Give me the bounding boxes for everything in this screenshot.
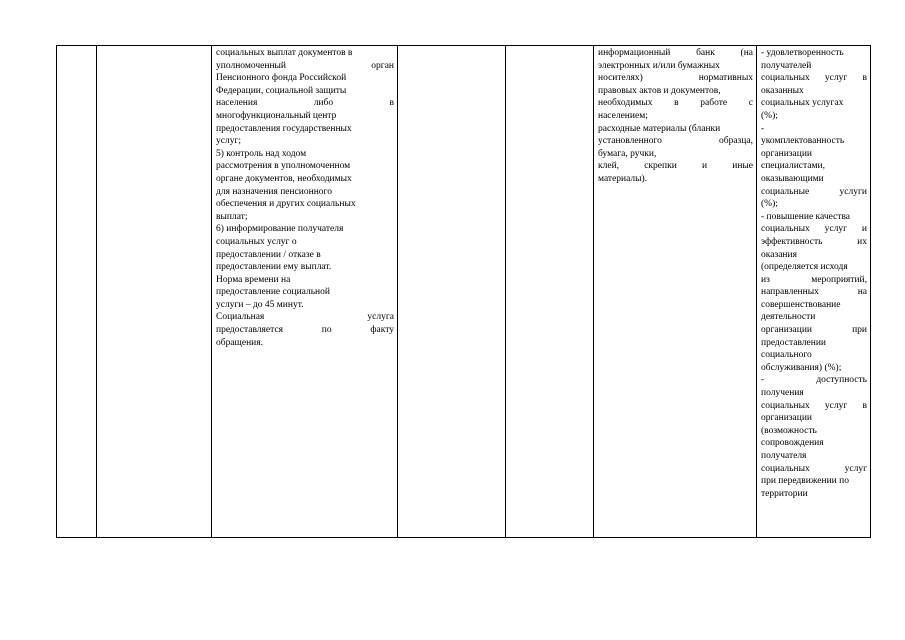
cell-service-description xyxy=(212,46,398,538)
text-line: совершенствование xyxy=(761,299,841,310)
text-line: оказания xyxy=(761,249,797,260)
text-line: правовых актов и документов, xyxy=(598,85,721,96)
text-line: социальных услуг в xyxy=(761,73,867,84)
text-line: Пенсионного фонда Российской xyxy=(216,73,347,84)
text-line: Социальная услуга xyxy=(216,312,394,323)
text-line: многофункциональный центр xyxy=(216,110,337,121)
text-line: социального xyxy=(761,350,812,361)
text-line: обращения. xyxy=(216,337,263,348)
cell-service-name xyxy=(97,46,212,538)
text-line: населением; xyxy=(598,110,648,121)
service-description-text xyxy=(216,47,394,349)
text-line: оказывающими xyxy=(761,173,824,184)
text-line: организации xyxy=(761,413,813,424)
text-line: населения либо в xyxy=(216,98,394,109)
text-line: рассмотрения в уполномоченном xyxy=(216,161,351,172)
text-line: предоставление социальной xyxy=(216,287,330,298)
text-line: социальных услуг о xyxy=(216,236,297,247)
text-line: при передвижении по xyxy=(761,476,849,487)
text-line: электронных и/или бумажных xyxy=(598,60,720,71)
text-line: - повышение качества xyxy=(761,211,851,222)
text-line: носителях) нормативных xyxy=(598,73,753,84)
text-line: - доступность xyxy=(761,375,867,386)
text-line: расходные материалы (бланки xyxy=(598,123,721,134)
cell-number xyxy=(57,46,97,538)
quality-indicators-text xyxy=(761,47,867,500)
text-line: организации при xyxy=(761,325,867,336)
text-line: получателя xyxy=(761,451,807,461)
text-line: предоставления государственных xyxy=(216,123,352,134)
text-line: (определяется исходя xyxy=(761,262,848,273)
text-line: Федерации, социальной защиты xyxy=(216,85,347,96)
text-line: - xyxy=(761,123,765,134)
text-line: выплат; xyxy=(216,211,248,222)
text-line: оказанных xyxy=(761,85,804,96)
text-line: деятельности xyxy=(761,312,816,323)
cell-period xyxy=(506,46,594,538)
text-line: 5) контроль над ходом xyxy=(216,148,307,159)
text-line: социальных услуг в xyxy=(761,400,867,411)
text-line: эффективность их xyxy=(761,236,867,247)
services-table xyxy=(56,45,871,538)
text-line: укомплектованность xyxy=(761,136,845,147)
text-line: предоставляется по факту xyxy=(216,325,394,336)
text-line: получателей xyxy=(761,60,812,71)
text-line: социальных услуг и xyxy=(761,224,867,235)
text-line: уполномоченный орган xyxy=(216,60,394,71)
text-line: (%); xyxy=(761,110,778,121)
text-line: сопровождения xyxy=(761,438,824,449)
text-line: социальные услуги xyxy=(761,186,867,197)
text-line: социальных услугах xyxy=(761,98,844,109)
text-line: обеспечения и других социальных xyxy=(216,199,356,210)
cell-tariff xyxy=(398,46,506,538)
text-line: Норма времени на xyxy=(216,274,291,285)
text-line: предоставлении / отказе в xyxy=(216,249,321,260)
text-line: - удовлетворенность xyxy=(761,48,844,58)
text-line: территории xyxy=(761,488,808,499)
text-line: (%); xyxy=(761,199,778,210)
text-line: установленного образца, xyxy=(598,136,753,147)
text-line: услуг; xyxy=(216,136,241,147)
text-line: социальных услуг xyxy=(761,463,867,474)
text-line: социальных выплат документов в xyxy=(216,48,353,58)
text-line: предоставлении xyxy=(761,337,827,348)
text-line: информационный банк (на xyxy=(598,48,753,58)
text-line: необходимых в работе с xyxy=(598,98,753,109)
text-line: 6) информирование получателя xyxy=(216,224,344,235)
text-line: для назначения пенсионного xyxy=(216,186,332,197)
cell-quality-indicators xyxy=(757,46,871,538)
text-line: специалистами, xyxy=(761,161,825,172)
text-line: обслуживания) (%); xyxy=(761,362,842,373)
text-line: бумага, ручки, xyxy=(598,148,657,159)
text-line: из мероприятий, xyxy=(761,274,867,285)
text-line: предоставлении ему выплат. xyxy=(216,262,332,273)
text-line: материалы). xyxy=(598,173,648,184)
table-row xyxy=(57,46,871,538)
text-line: органе документов, необходимых xyxy=(216,173,352,184)
cell-conditions xyxy=(594,46,757,538)
text-line: услуги – до 45 минут. xyxy=(216,299,304,310)
text-line: организации xyxy=(761,148,813,159)
service-conditions-text xyxy=(598,47,753,186)
text-line: направленных на xyxy=(761,287,867,298)
text-line: (возможность xyxy=(761,425,817,436)
text-line: клей, скрепки и иные xyxy=(598,161,753,172)
text-line: получения xyxy=(761,388,804,399)
